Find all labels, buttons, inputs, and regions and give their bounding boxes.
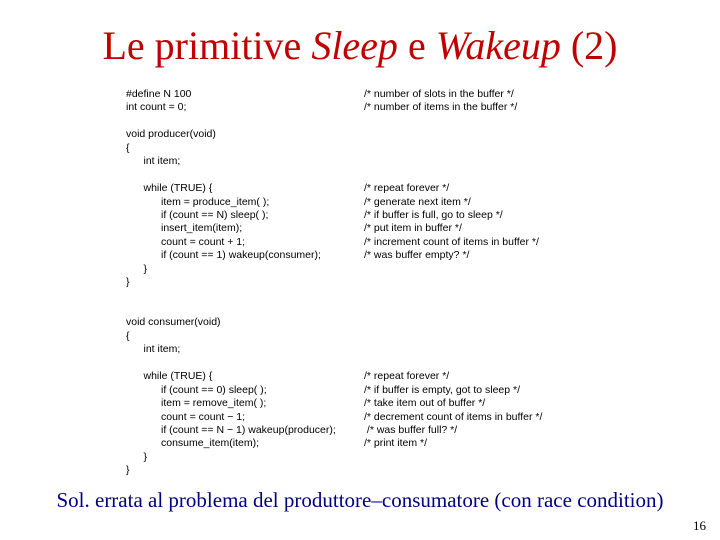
code-text: consume_item(item); [126,437,260,450]
code-comment: /* was buffer empty? */ [364,249,470,262]
code-text: while (TRUE) { [126,182,213,195]
code-line [126,222,596,235]
code-text: } [126,276,130,289]
code-comment: /* was buffer full? */ [364,423,458,436]
code-line [126,330,596,343]
code-text: { [126,141,130,154]
code-line [126,209,596,222]
code-comment: /* generate next item */ [364,195,471,208]
code-comment: /* number of slots in the buffer */ [364,88,514,100]
code-text: { [126,329,130,342]
code-text: int item; [126,343,181,356]
title-suffix: (2) [560,23,618,68]
code-line [126,437,596,450]
code-text: if (count == N) sleep( ); [126,208,269,221]
code-comment: /* repeat forever */ [364,370,450,383]
code-text: void producer(void) [126,128,216,141]
slide-title [0,22,720,70]
code-text: item = remove_item( ); [126,397,267,410]
code-comment: /* if buffer is empty, got to sleep */ [364,383,521,396]
code-line [126,451,596,464]
title-middle: e [397,23,436,68]
code-text: } [126,262,148,275]
code-line [126,276,596,289]
code-text: } [126,464,130,477]
code-line [126,303,596,316]
code-line [126,196,596,209]
code-line [126,88,596,101]
code-line [126,357,596,370]
code-line [126,182,596,195]
code-line [126,370,596,383]
code-text: } [126,450,148,463]
code-comment: /* print item */ [364,437,428,450]
code-comment: /* repeat forever */ [364,182,450,195]
code-text: if (count == N − 1) wakeup(producer); [126,423,336,436]
code-text: count = count + 1; [126,235,246,248]
title-word-wakeup: Wakeup [435,23,561,68]
code-comment: /* put item in buffer */ [364,222,462,235]
code-text: insert_item(item); [126,222,243,235]
code-comment: /* increment count of items in buffer */ [364,235,539,248]
code-line [126,128,596,141]
code-line [126,236,596,249]
code-text: if (count == 0) sleep( ); [126,383,267,396]
code-text: int count = 0; [126,101,187,114]
code-line [126,397,596,410]
code-line [126,115,596,128]
code-line [126,464,596,477]
code-line [126,343,596,356]
code-comment: /* take item out of buffer */ [364,397,486,410]
code-line [126,411,596,424]
code-comment: /* if buffer is full, go to sleep */ [364,208,503,221]
code-line [126,155,596,168]
code-text: count = count − 1; [126,410,246,423]
code-line [126,263,596,276]
code-text: item = produce_item( ); [126,195,270,208]
code-text: #define N 100 [126,88,192,100]
code-text: while (TRUE) { [126,370,213,383]
code-line [126,290,596,303]
code-line [126,384,596,397]
title-prefix: Le primitive [102,23,312,68]
code-text: int item; [126,155,181,168]
page-number: 16 [693,518,706,533]
code-line [126,142,596,155]
code-text: void consumer(void) [126,316,221,329]
title-word-sleep: Sleep [311,23,398,68]
slide-caption: Sol. errata al problema del produttore–consumatore (con race condition) [56,488,664,512]
code-text: if (count == 1) wakeup(consumer); [126,249,321,262]
code-line [126,101,596,114]
code-listing [126,88,596,478]
code-comment: /* number of items in the buffer */ [364,101,518,114]
code-line [126,169,596,182]
code-line [126,424,596,437]
code-line [126,249,596,262]
code-line [126,316,596,329]
code-comment: /* decrement count of items in buffer */ [364,410,543,423]
